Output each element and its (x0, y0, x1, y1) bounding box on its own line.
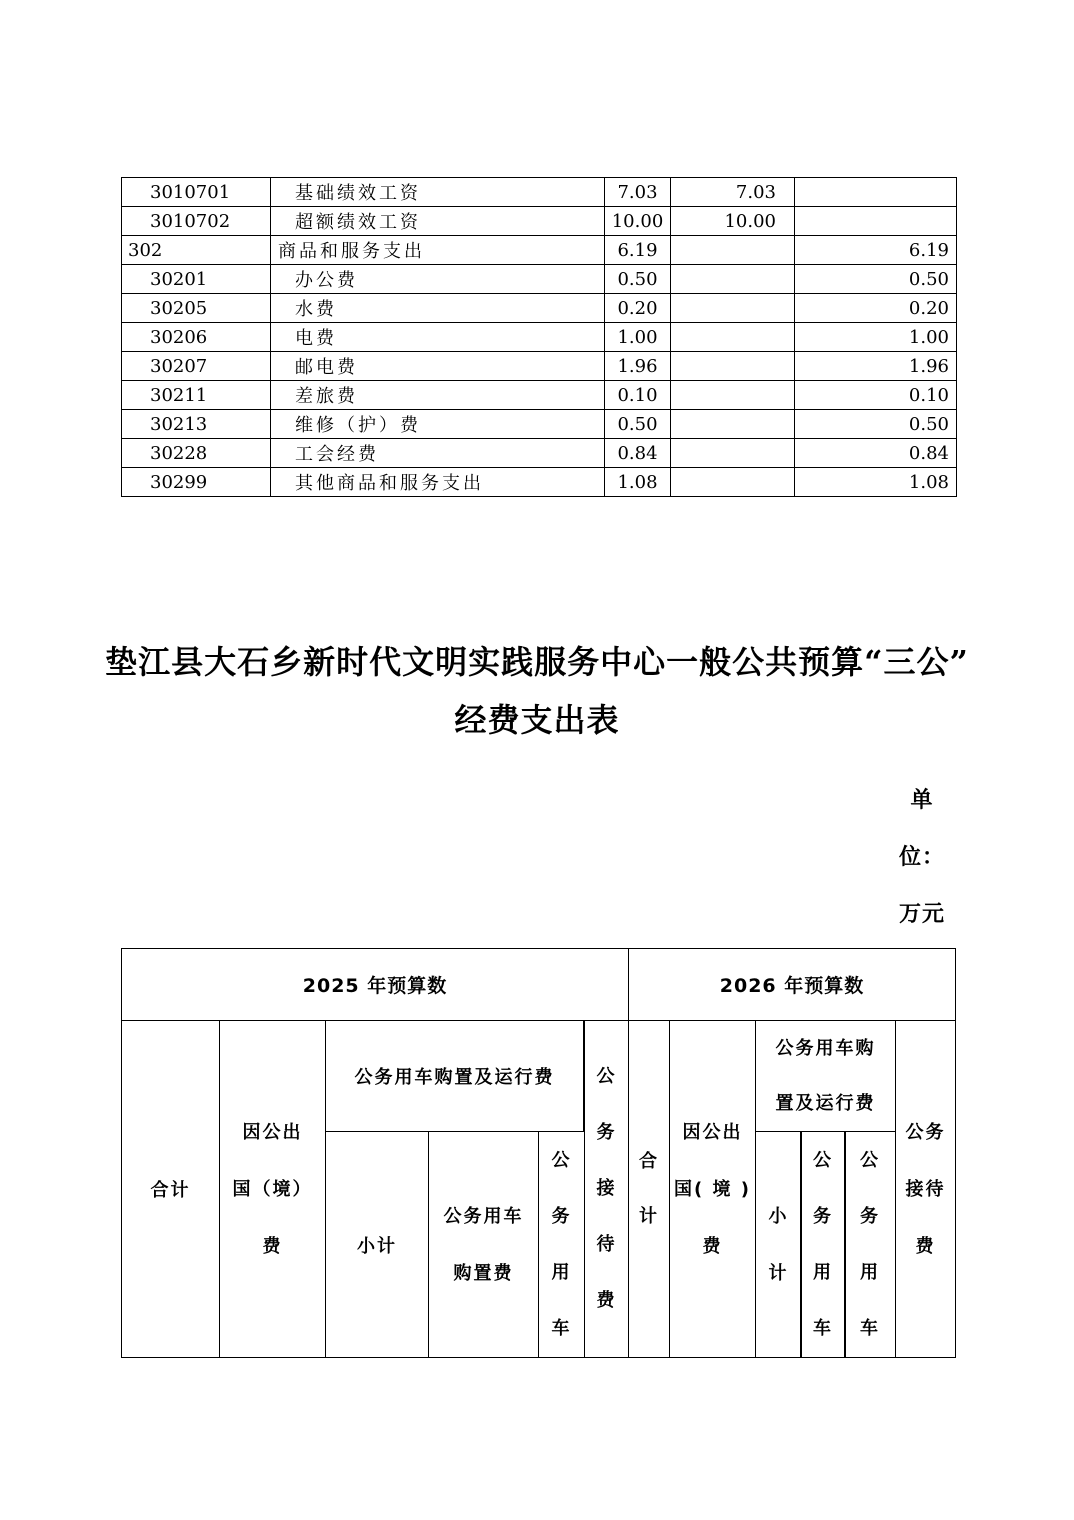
table-row (122, 236, 957, 265)
other-funds-cell (795, 178, 957, 207)
code-cell: 3010702 (122, 207, 271, 236)
header-2026-abroad-fee (669, 1020, 756, 1358)
table-row (122, 381, 957, 410)
table-row (122, 265, 957, 294)
budget-total-cell: 1.00 (605, 323, 671, 352)
finance-allocation-cell (671, 381, 795, 410)
expense-classification-table (121, 177, 957, 497)
budget-total-cell: 10.00 (605, 207, 671, 236)
header-label: 用 (860, 1261, 880, 1283)
header-label: 车 (551, 1317, 572, 1339)
header-label: 合计 (150, 1180, 191, 1201)
finance-allocation-cell (671, 323, 795, 352)
table-row (122, 468, 957, 497)
header-2025-vehicle-purchase-fee (428, 1131, 539, 1358)
header-label: 务 (860, 1205, 880, 1227)
header-label: 接待 (905, 1178, 946, 1200)
header-label: 公 (860, 1149, 880, 1171)
finance-allocation-cell: 7.03 (671, 178, 795, 207)
header-label: 因公出 (242, 1121, 303, 1143)
header-label: 小计 (357, 1235, 397, 1257)
header-2026-vehicle-group (755, 1020, 896, 1132)
budget-total-cell: 1.08 (605, 468, 671, 497)
unit-note-line: 万元 (898, 901, 945, 927)
header-label: 公 (813, 1149, 833, 1171)
header-label: 计 (768, 1262, 789, 1284)
other-funds-cell: 0.84 (795, 439, 957, 468)
title-line-2: 经费支出表 (454, 701, 620, 739)
header-2026-reception-fee (895, 1020, 956, 1358)
header-label: 用 (813, 1261, 833, 1283)
unit-note-line: 位： (898, 844, 945, 870)
header-label: 公务用车购置及运行费 (354, 1067, 555, 1088)
table-row (122, 207, 957, 236)
header-label: 用 (551, 1261, 572, 1283)
header-2025-vehicle-subtotal (325, 1131, 429, 1358)
three-public-expense-table (121, 948, 957, 1359)
table-row (122, 178, 957, 207)
header-label: 车 (860, 1317, 880, 1339)
finance-allocation-cell (671, 468, 795, 497)
code-cell: 30299 (122, 468, 271, 497)
other-funds-cell: 1.00 (795, 323, 957, 352)
finance-allocation-cell: 10.00 (671, 207, 795, 236)
header-label: 费 (262, 1235, 283, 1257)
header-label: 接 (596, 1178, 617, 1199)
header-label: 国（境） (232, 1178, 313, 1200)
table-row (122, 294, 957, 323)
table-row (122, 410, 957, 439)
header-label: 购置费 (453, 1262, 514, 1284)
header-2025-vehicle-operation (538, 1131, 585, 1358)
other-funds-cell: 0.10 (795, 381, 957, 410)
budget-total-cell: 0.50 (605, 410, 671, 439)
finance-allocation-cell (671, 236, 795, 265)
other-funds-cell: 1.96 (795, 352, 957, 381)
code-cell: 30213 (122, 410, 271, 439)
code-cell: 30228 (122, 439, 271, 468)
name-cell: 超额绩效工资 (271, 207, 605, 236)
name-cell: 电费 (271, 323, 605, 352)
header-label: 费 (702, 1235, 723, 1257)
code-cell: 30206 (122, 323, 271, 352)
finance-allocation-cell (671, 410, 795, 439)
header-label: 因公出 (682, 1121, 743, 1143)
other-funds-cell: 1.08 (795, 468, 957, 497)
year-header-2025-label: 2025 年预算数 (302, 975, 448, 997)
header-2026-vehicle-subtotal (755, 1131, 802, 1358)
header-2025-total (121, 1020, 220, 1358)
header-label: 费 (915, 1235, 936, 1257)
header-2025-reception-fee (584, 1020, 629, 1358)
header-label: 小 (768, 1205, 789, 1227)
header-2025-abroad-fee (219, 1020, 326, 1358)
header-2026-vehicle-operation (844, 1131, 896, 1358)
name-cell: 维修（护）费 (271, 410, 605, 439)
name-cell: 其他商品和服务支出 (271, 468, 605, 497)
unit-note (888, 772, 956, 943)
name-cell: 基础绩效工资 (271, 178, 605, 207)
other-funds-cell: 6.19 (795, 236, 957, 265)
year-header-2026 (628, 948, 956, 1021)
finance-allocation-cell (671, 439, 795, 468)
name-cell: 商品和服务支出 (271, 236, 605, 265)
name-cell: 差旅费 (271, 381, 605, 410)
header-label: 务 (551, 1205, 572, 1227)
header-label: 务 (813, 1205, 833, 1227)
table-row (122, 439, 957, 468)
name-cell: 办公费 (271, 265, 605, 294)
header-label: 置及运行费 (775, 1093, 876, 1114)
year-header-2025 (121, 948, 629, 1021)
other-funds-cell (795, 207, 957, 236)
other-funds-cell: 0.20 (795, 294, 957, 323)
budget-total-cell: 6.19 (605, 236, 671, 265)
header-label: 公务用车购 (775, 1038, 876, 1059)
budget-total-cell: 0.84 (605, 439, 671, 468)
other-funds-cell: 0.50 (795, 410, 957, 439)
header-2026-total (628, 1020, 670, 1358)
header-label: 费 (596, 1290, 617, 1311)
code-cell: 30211 (122, 381, 271, 410)
code-cell: 30207 (122, 352, 271, 381)
unit-note-line: 单 (910, 787, 934, 813)
budget-total-cell: 0.50 (605, 265, 671, 294)
name-cell: 邮电费 (271, 352, 605, 381)
header-label: 公务 (905, 1121, 946, 1143)
other-funds-cell: 0.50 (795, 265, 957, 294)
finance-allocation-cell (671, 294, 795, 323)
code-cell: 30205 (122, 294, 271, 323)
header-2026-vehicle-purchase (800, 1131, 846, 1358)
budget-total-cell: 0.20 (605, 294, 671, 323)
finance-allocation-cell (671, 265, 795, 294)
budget-total-cell: 0.10 (605, 381, 671, 410)
header-label: 务 (596, 1122, 617, 1143)
header-label: 公 (551, 1149, 572, 1171)
year-header-2026-label: 2026 年预算数 (719, 975, 865, 997)
table-row (122, 352, 957, 381)
title-line-1: 垫江县大石乡新时代文明实践服务中心一般公共预算“三公” (105, 643, 969, 681)
header-label: 计 (639, 1206, 659, 1227)
budget-total-cell: 1.96 (605, 352, 671, 381)
header-label: 合 (639, 1151, 659, 1172)
header-2025-vehicle-group (325, 1020, 584, 1132)
budget-total-cell: 7.03 (605, 178, 671, 207)
header-label: 国( 境 ) (674, 1178, 751, 1200)
code-cell: 302 (122, 236, 271, 265)
finance-allocation-cell (671, 352, 795, 381)
header-label: 公务用车 (443, 1205, 524, 1227)
document-title (0, 633, 1074, 749)
code-cell: 30201 (122, 265, 271, 294)
name-cell: 水费 (271, 294, 605, 323)
header-label: 待 (596, 1234, 617, 1255)
header-label: 车 (813, 1317, 833, 1339)
table-row (122, 323, 957, 352)
name-cell: 工会经费 (271, 439, 605, 468)
code-cell: 3010701 (122, 178, 271, 207)
header-label: 公 (596, 1066, 617, 1087)
